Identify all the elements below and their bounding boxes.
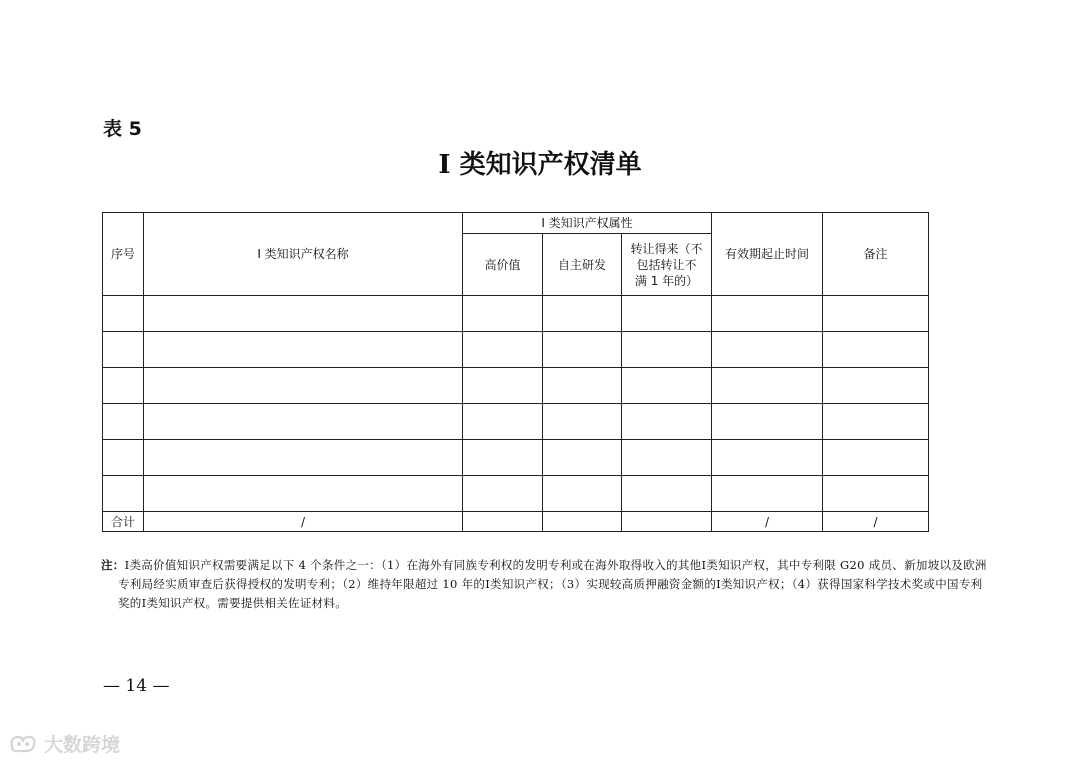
header-transferred bbox=[622, 234, 712, 296]
cell-ip-name bbox=[144, 332, 463, 368]
cell-validity bbox=[712, 476, 823, 512]
cell-validity bbox=[712, 440, 823, 476]
page-number: — 14 — bbox=[103, 676, 170, 696]
total-remarks-cell: / bbox=[823, 512, 929, 532]
footnote bbox=[101, 556, 988, 613]
cell-remarks bbox=[823, 332, 929, 368]
table-row bbox=[103, 368, 929, 404]
cell-remarks bbox=[823, 440, 929, 476]
footnote-text: I类高价值知识产权需要满足以下 4 个条件之一：（1）在海外有同族专利权的发明专利或在海外取得收入的其他I类知识产权，其中专利限 G20 成员、新加坡以及欧洲专利局经实质审查后获得授权的发明专利；（2）维持年限超过 10 年的I类知识产权；（3）实现较高质押融资金额的I类知识产权；（4）获得国家科学技术奖或中国专利奖的I类知识产权。需要提供相关佐证材料。 bbox=[118, 558, 987, 610]
header-high-value: 高价值 bbox=[463, 234, 543, 296]
table-body bbox=[103, 296, 929, 532]
cell-transferred bbox=[622, 476, 712, 512]
table-row bbox=[103, 476, 929, 512]
header-remarks: 备注 bbox=[823, 213, 929, 296]
ip-list-table bbox=[102, 212, 929, 532]
cell-self-developed bbox=[543, 404, 622, 440]
table-label: 表 5 bbox=[103, 118, 142, 140]
watermark-text: 大数跨境 bbox=[44, 734, 121, 756]
total-self-developed-cell bbox=[543, 512, 622, 532]
cell-validity bbox=[712, 368, 823, 404]
cell-ip-name bbox=[144, 476, 463, 512]
cell-remarks bbox=[823, 476, 929, 512]
header-transferred-line-1: 转让得来（不 bbox=[630, 241, 703, 256]
cell-validity bbox=[712, 296, 823, 332]
cell-self-developed bbox=[543, 296, 622, 332]
cell-high-value bbox=[463, 332, 543, 368]
cell-high-value bbox=[463, 296, 543, 332]
footnote-label: 注： bbox=[101, 558, 125, 572]
cell-index bbox=[103, 476, 144, 512]
cell-high-value bbox=[463, 440, 543, 476]
cell-index bbox=[103, 440, 144, 476]
document-title: I 类知识产权清单 bbox=[438, 150, 642, 180]
cell-transferred bbox=[622, 332, 712, 368]
table-row bbox=[103, 440, 929, 476]
cell-ip-name bbox=[144, 368, 463, 404]
table-row bbox=[103, 404, 929, 440]
cell-validity bbox=[712, 404, 823, 440]
total-high-value-cell bbox=[463, 512, 543, 532]
cell-self-developed bbox=[543, 476, 622, 512]
total-validity-cell: / bbox=[712, 512, 823, 532]
cell-transferred bbox=[622, 404, 712, 440]
total-name-cell: / bbox=[144, 512, 463, 532]
total-label: 合计 bbox=[103, 512, 144, 532]
cell-remarks bbox=[823, 368, 929, 404]
table-row bbox=[103, 296, 929, 332]
cell-validity bbox=[712, 332, 823, 368]
cell-high-value bbox=[463, 404, 543, 440]
header-ip-attributes: I 类知识产权属性 bbox=[463, 213, 712, 234]
header-self-developed: 自主研发 bbox=[543, 234, 622, 296]
watermark bbox=[8, 730, 120, 757]
header-transferred-line-2: 包括转让不 bbox=[636, 257, 697, 272]
total-transferred-cell bbox=[622, 512, 712, 532]
cell-transferred bbox=[622, 296, 712, 332]
header-transferred-line-3: 满 1 年的） bbox=[634, 273, 699, 288]
watermark-logo-icon bbox=[8, 733, 38, 755]
cell-high-value bbox=[463, 368, 543, 404]
cell-ip-name bbox=[144, 440, 463, 476]
total-row bbox=[103, 512, 929, 532]
cell-index bbox=[103, 296, 144, 332]
cell-self-developed bbox=[543, 440, 622, 476]
cell-high-value bbox=[463, 476, 543, 512]
cell-self-developed bbox=[543, 332, 622, 368]
cell-transferred bbox=[622, 440, 712, 476]
cell-index bbox=[103, 404, 144, 440]
cell-transferred bbox=[622, 368, 712, 404]
cell-self-developed bbox=[543, 368, 622, 404]
cell-remarks bbox=[823, 404, 929, 440]
header-index: 序号 bbox=[103, 213, 144, 296]
cell-index bbox=[103, 368, 144, 404]
cell-ip-name bbox=[144, 404, 463, 440]
cell-ip-name bbox=[144, 296, 463, 332]
header-ip-name: I 类知识产权名称 bbox=[144, 213, 463, 296]
table-row bbox=[103, 332, 929, 368]
header-validity-period: 有效期起止时间 bbox=[712, 213, 823, 296]
cell-index bbox=[103, 332, 144, 368]
cell-remarks bbox=[823, 296, 929, 332]
